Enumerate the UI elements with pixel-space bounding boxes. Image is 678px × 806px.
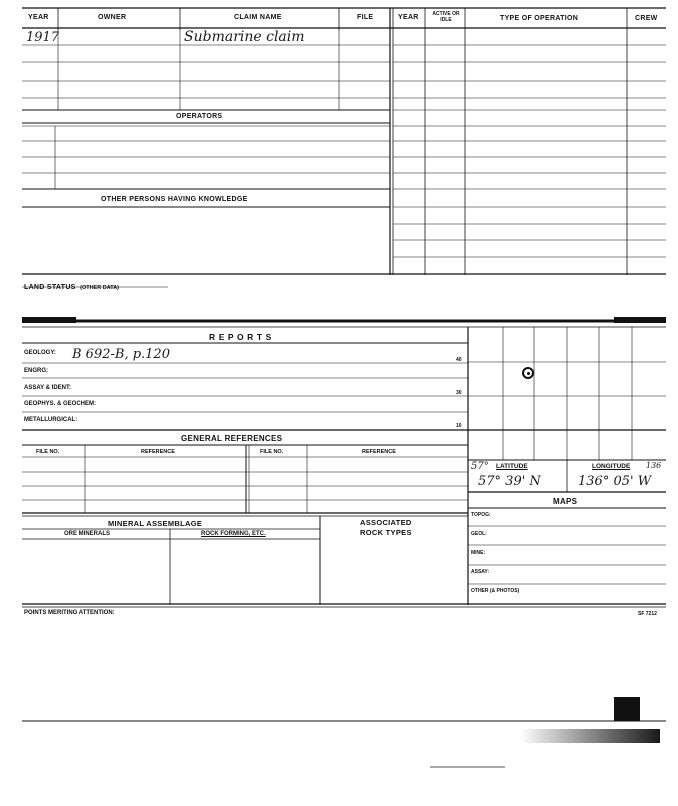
ore-minerals-label: ORE MINERALS [64, 531, 111, 537]
land-status-sub: (OTHER DATA) [80, 285, 120, 291]
maps-assay: ASSAY: [471, 569, 490, 575]
col-file-no-2: FILE NO. [260, 449, 284, 455]
location-marker-icon [522, 367, 534, 379]
scan-mark-right [614, 317, 666, 323]
col-reference-1: REFERENCE [141, 449, 175, 455]
rock-forming-label: ROCK FORMING, ETC. [201, 531, 266, 537]
latitude-label: LATITUDE [496, 463, 528, 470]
header-type-of-operation: TYPE OF OPERATION [500, 15, 579, 22]
header-claim-name: CLAIM NAME [234, 14, 282, 21]
num-40: 40 [456, 357, 462, 363]
num-10: 10 [456, 423, 462, 429]
maps-other: OTHER (& PHOTOS) [471, 588, 520, 594]
header-owner: OWNER [98, 14, 127, 21]
operators-label: OPERATORS [176, 113, 223, 120]
longitude-value: 136° 05' W [578, 474, 652, 489]
header-year: YEAR [28, 14, 49, 21]
geology-value: B 692-B, p.120 [72, 347, 170, 362]
geophys-label: GEOPHYS. & GEOCHEM: [24, 401, 97, 407]
header-crew: CREW [635, 15, 658, 22]
header-active-idle: ACTIVE OR IDLE [432, 11, 460, 23]
header-file: FILE [357, 14, 374, 21]
longitude-suffix: 136 [646, 461, 662, 470]
maps-mine: MINE: [471, 550, 486, 556]
maps-title: MAPS [553, 497, 578, 506]
associated-label: ASSOCIATED [360, 518, 412, 527]
form-code: SF 7212 [638, 611, 657, 617]
num-30: 30 [456, 390, 462, 396]
geology-label: GEOLOGY: [24, 350, 56, 356]
engrg-label: ENGRG: [24, 368, 48, 374]
col-reference-2: REFERENCE [362, 449, 396, 455]
latitude-prefix: 57° [471, 461, 489, 472]
maps-geol: GEOL: [471, 531, 487, 537]
scan-mark-left [22, 317, 76, 323]
mineral-assemblage-title: MINERAL ASSEMBLAGE [108, 519, 203, 528]
longitude-label: LONGITUDE [592, 463, 631, 470]
header-year-2: YEAR [398, 14, 419, 21]
latitude-value: 57° 39' N [478, 474, 541, 489]
maps-topog: TOPOG: [471, 512, 491, 518]
registration-block [614, 697, 640, 721]
land-status-label: LAND STATUS [24, 284, 76, 291]
scan-smudge [520, 729, 660, 743]
general-references-title: GENERAL REFERENCES [181, 434, 283, 443]
other-persons-label: OTHER PERSONS HAVING KNOWLEDGE [101, 196, 248, 203]
rock-types-label: ROCK TYPES [360, 528, 412, 537]
entry-claim-name: Submarine claim [184, 29, 305, 45]
assay-ident-label: ASSAY & IDENT: [24, 385, 72, 391]
points-meriting-attention-label: POINTS MERITING ATTENTION: [24, 610, 115, 616]
entry-year: 1917 [26, 30, 60, 45]
reports-title: R E P O R T S [209, 332, 272, 342]
col-file-no-1: FILE NO. [36, 449, 60, 455]
land-status-heading [24, 276, 119, 294]
metallurgical-label: METALLURGICAL: [24, 417, 78, 423]
